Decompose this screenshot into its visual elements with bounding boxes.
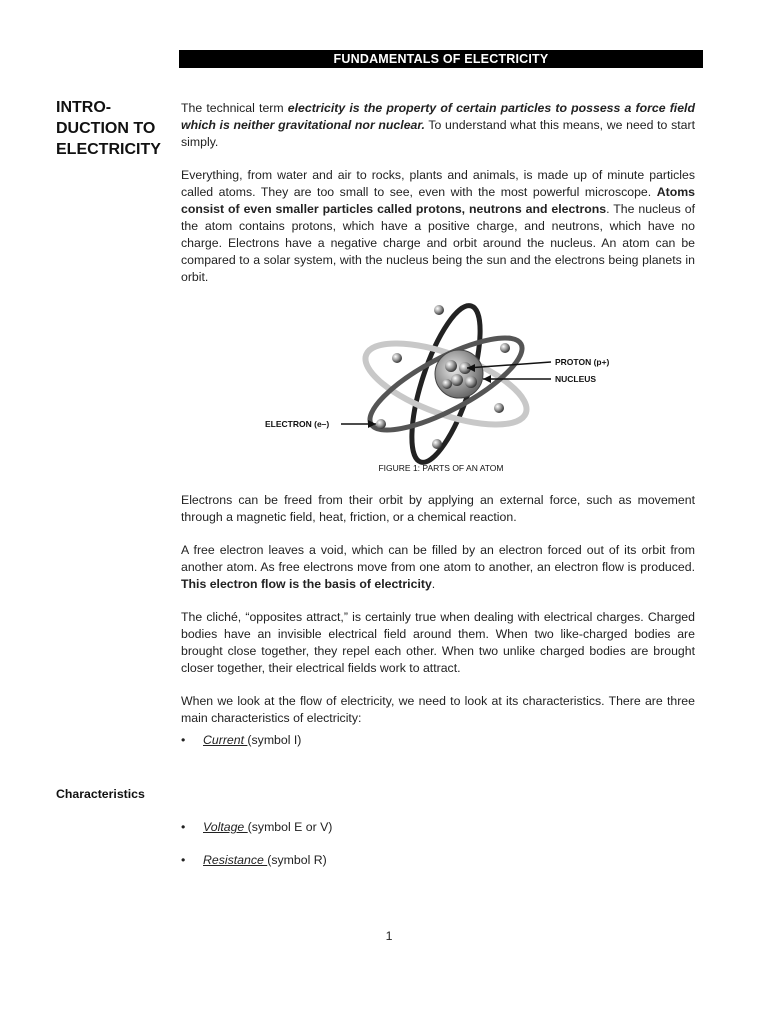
paragraph-definition — [181, 100, 695, 151]
voltage-symbol: (symbol E or V) — [247, 820, 333, 834]
bullet-resistance — [181, 853, 327, 867]
p2-text-a: Everything, from water and air to rocks, plants and animals, is made up of minute particles called atoms. They are too small to see, even with the most powerful microscope. — [181, 168, 695, 199]
paragraph-characteristics-intro: When we look at the flow of electricity, we need to look at its characteristics. There are three main characteristics of electricity: — [181, 694, 695, 725]
section-heading-line-2: DUCTION TO — [56, 120, 156, 137]
nucleus-label: NUCLEUS — [555, 374, 597, 384]
atom-figure — [181, 302, 695, 482]
current-symbol: (symbol I) — [247, 733, 302, 747]
proton-particle — [442, 379, 452, 389]
term-resistance: Resistance — [203, 853, 268, 867]
p2-text-c: . The nucleus of the atom contains protons, which have a positive charge, and neutrons, which have no charge. Electrons have a negative charge and orbit around the nucleus. An atom can be compared to a solar system, with the nucleus being the sun and the electrons being planets in orbit. — [181, 202, 695, 284]
bullet-dot: • — [181, 853, 186, 867]
resistance-symbol: (symbol R) — [267, 853, 327, 867]
paragraph-opposites-attract: The cliché, “opposites attract,” is certainly true when dealing with electrical charges. Charged bodies have an invisible electrical field around them. When two like-charged bodies are brought close together, they repel each other. When two unlike charged bodies are brought closer together, their electrical fields work to attract. — [181, 610, 695, 675]
electron-particle — [376, 419, 386, 429]
page-number: 1 — [385, 929, 393, 943]
bullet-current — [181, 733, 301, 747]
electron-label: ELECTRON (e–) — [265, 419, 330, 429]
bullet-voltage — [181, 820, 332, 834]
paragraph-freeing-electrons: Electrons can be freed from their orbit by applying an external force, such as movement through a magnetic field, heat, friction, or a chemical reaction. — [181, 493, 695, 524]
section-heading-line-1: INTRO- — [56, 99, 112, 116]
electron-particle — [494, 403, 504, 413]
characteristics-label: Characteristics — [56, 787, 145, 801]
p1-text-c: To understand what this means, we need to start simply. — [181, 118, 695, 149]
p4-text-c: . — [431, 577, 436, 591]
nucleus — [435, 350, 483, 398]
neutron-particle — [465, 376, 477, 388]
p1-text-a: The technical term — [181, 101, 288, 115]
figure-caption: FIGURE 1: PARTS OF AN ATOM — [378, 463, 504, 473]
electron-particle — [500, 343, 510, 353]
paragraph-atoms — [181, 167, 695, 286]
section-heading-line-3: ELECTRICITY — [56, 141, 161, 158]
body-text — [181, 100, 695, 743]
bullet-dot: • — [181, 820, 186, 834]
term-voltage: Voltage — [203, 820, 248, 834]
p1-definition-emphasis: electricity is the property of certain particles to possess a force field which is neither gravitational nor nuclear. — [181, 101, 695, 132]
bullet-dot: • — [181, 733, 186, 747]
nucleus-arrowhead — [483, 375, 491, 383]
document-title: FUNDAMENTALS OF ELECTRICITY — [179, 50, 703, 68]
proton-label: PROTON (p+) — [555, 357, 610, 367]
p4-text-a: A free electron leaves a void, which can be filled by an electron forced out of its orbit from another atom. As free electrons move from one atom to another, an electron flow is produced. — [181, 543, 695, 574]
proton-particle — [445, 360, 457, 372]
atom-diagram — [181, 302, 695, 482]
electron-particle — [434, 305, 444, 315]
p2-emphasis: Atoms consist of even smaller particles called protons, neutrons and electrons — [181, 185, 695, 216]
section-heading — [56, 97, 174, 160]
term-current: Current — [203, 733, 248, 747]
proton-particle — [451, 374, 463, 386]
paragraph-electron-flow — [181, 542, 695, 593]
electron-particle — [392, 353, 402, 363]
p4-emphasis: This electron flow is the basis of electricity — [181, 577, 432, 591]
electron-particle — [432, 439, 442, 449]
